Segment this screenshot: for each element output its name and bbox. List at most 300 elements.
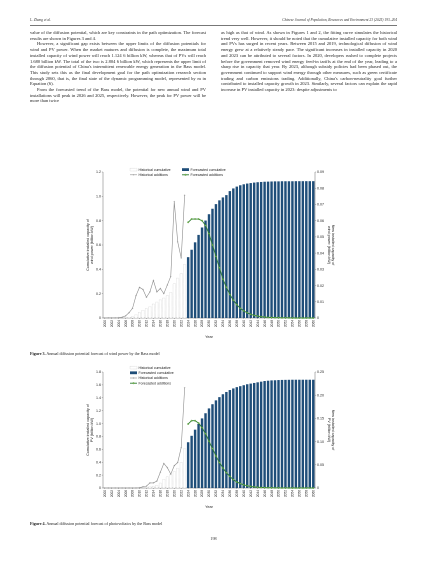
fig4-historical-additions-line (105, 388, 185, 488)
fig3-forecasted-cumulative-bar (298, 181, 300, 318)
fig4-forecasted-cumulative-bar (256, 382, 258, 488)
fig3-x-tick-label: 2042 (248, 320, 253, 328)
fig3-historical-cumulative-bar (159, 300, 161, 318)
fig3-forecasted-additions-point (299, 317, 301, 319)
figure-3-caption (30, 351, 160, 356)
fig3-forecasted-additions-point (240, 308, 242, 310)
fig3-x-tick-label: 2044 (255, 320, 260, 328)
fig3-y-tick-label-right: 0.09 (317, 170, 324, 175)
fig3-legend-label: Forecasted cumulative (190, 167, 226, 172)
fig3-forecasted-additions-point (309, 317, 311, 319)
fig3-x-tick-label: 2006 (123, 320, 128, 328)
fig3-historical-cumulative-bar (166, 296, 168, 318)
fig3-y-axis-title-right-line: wind power (billion kW) (326, 226, 331, 264)
fig4-forecasted-additions-point (240, 483, 242, 485)
fig3-forecasted-cumulative-bar (204, 221, 206, 318)
fig4-historical-additions-point (184, 387, 186, 389)
fig4-y-tick-label-right: 0 (317, 486, 319, 491)
fig4-forecasted-cumulative-bar (222, 394, 224, 488)
fig3-historical-cumulative-bar (163, 298, 165, 318)
fig3-forecasted-additions-point (313, 317, 315, 319)
fig3-forecasted-cumulative-bar (236, 187, 238, 318)
fig3-forecasted-additions-point (233, 299, 235, 301)
fig4-x-tick-label: 2046 (262, 490, 267, 498)
fig4-forecasted-additions-point (243, 484, 245, 486)
fig3-forecasted-additions-point (264, 316, 266, 318)
fig3-x-tick-label: 2036 (228, 320, 233, 328)
fig3-forecasted-cumulative-bar (281, 181, 283, 318)
fig4-forecasted-additions-point (194, 420, 196, 422)
fig4-x-tick-label: 2040 (241, 490, 246, 498)
fig4-y-tick-label-left: 0.4 (96, 460, 101, 465)
fig4-y-tick-label-left: 0.2 (96, 473, 101, 478)
fig3-historical-additions-point (170, 276, 172, 278)
fig3-forecasted-additions-point (236, 304, 238, 306)
fig3-x-tick-label: 2040 (241, 320, 246, 328)
fig3-y-axis-title-left-line: wind power (billion kW) (90, 226, 95, 264)
fig4-forecasted-cumulative-bar (253, 383, 255, 488)
fig4-historical-additions-point (142, 486, 144, 488)
fig3-legend-marker (133, 174, 135, 176)
fig4-forecasted-cumulative-bar (249, 384, 251, 488)
fig3-forecasted-cumulative-bar (211, 209, 213, 318)
fig3-forecasted-additions-point (278, 317, 280, 319)
fig4-forecasted-additions-point (215, 455, 217, 457)
fig3-forecasted-cumulative-bar (302, 181, 304, 318)
fig3-forecasted-cumulative-bar (229, 191, 231, 318)
fig3-historical-additions-point (118, 317, 120, 319)
fig3-y-tick-label-right: 0.04 (317, 251, 324, 256)
fig3-legend-label: Forecasted additions (190, 173, 223, 177)
fig3-forecasted-additions-point (285, 317, 287, 319)
fig4-y-axis-title-right-line: New installed capacity of (331, 409, 335, 451)
body-paragraph: From the forecasted trend of the Bass model, the potential for new annual wind and PV installations will peak in 2026 and 2025, respectively. However, the peak for PV power will be more than twice (30, 87, 206, 104)
fig3-y-tick-label-left: 1.0 (96, 194, 101, 199)
fig3-historical-cumulative-bar (152, 304, 154, 318)
fig4-x-tick-label: 2022 (179, 490, 184, 498)
fig4-y-tick-label-left: 1.6 (96, 383, 101, 388)
fig4-x-tick-label: 2000 (102, 490, 107, 498)
fig3-forecasted-additions-point (205, 225, 207, 227)
fig4-historical-cumulative-bar (180, 463, 182, 488)
fig4-x-tick-label: 2060 (311, 490, 316, 498)
fig3-y-axis-title-left (86, 218, 94, 271)
fig4-y-tick-label-right: 0.15 (317, 416, 324, 421)
fig4-historical-cumulative-bar (183, 449, 185, 488)
fig3-forecasted-cumulative-bar (225, 195, 227, 318)
fig3-forecasted-additions-point (219, 267, 221, 269)
fig3-historical-cumulative-bar (128, 317, 130, 318)
fig4-forecasted-cumulative-bar (208, 408, 210, 488)
figure-3-caption-label: Figure 3. (30, 351, 46, 356)
fig3-forecasted-additions-point (288, 317, 290, 319)
fig4-forecasted-additions-point (198, 422, 200, 424)
fig3-forecasted-cumulative-bar (284, 181, 286, 318)
fig3-historical-cumulative-bar (131, 317, 133, 318)
fig3-y-tick-label-right: 0.02 (317, 283, 324, 288)
running-head-author: L. Zhang et al. (30, 18, 52, 22)
fig4-forecasted-cumulative-bar (302, 380, 304, 488)
fig4-forecasted-additions-point (309, 487, 311, 489)
fig4-forecasted-cumulative-bar (190, 436, 192, 488)
fig4-forecasted-cumulative-bar (236, 387, 238, 488)
fig4-forecasted-additions-point (191, 420, 193, 422)
fig3-forecasted-cumulative-bar (305, 181, 307, 318)
fig4-legend-swatch (130, 371, 137, 374)
fig4-historical-additions-point (118, 487, 120, 489)
fig3-x-tick-label: 2038 (235, 320, 240, 328)
fig4-legend-label: Forecasted cumulative (138, 371, 174, 375)
body-paragraph: as high as that of wind. As shown in Figures 1 and 2, the fitting curve simulates the historical trend very well. However, it should be noted that the cumulative installed capacity for both wind and PVs has surged in recent years. Between 2015 and 2019, technological diffusion of wind energy grew at a relatively steady pace. The significant increases in installed capacity in 2020 and 2023 can be attributed to several factors. In 2020, developers rushed to complete projects before the government removed wind energy feed-in tariffs at the end of the year, leading to a sharp rise in capacity that year. By 2023, although subsidy policies had been phased out, the government continued to support wind energy through other measures, such as green certificate trading and carbon emissions trading. Additionally, China's carbon-neutrality goal further contributed to installed capacity growth in 2023. Similarly, several factors can explain the rapid increase in PV installed capacity in 2023: despite adjustments to (221, 30, 397, 93)
fig4-forecasted-additions-point (306, 487, 308, 489)
running-head-journal: Chinese Journal of Population, Resources and Environment 23 (2025) 193–204 (282, 18, 397, 22)
fig3-y-tick-label-left: 0.4 (96, 267, 101, 272)
fig4-x-tick-label: 2048 (269, 490, 274, 498)
fig4-x-tick-label: 2012 (144, 490, 149, 498)
fig4-historical-additions-point (139, 487, 141, 489)
fig3-legend-label: Historical additions (138, 173, 168, 177)
fig3-historical-additions-point (107, 317, 109, 319)
fig4-x-tick-label: 2030 (207, 490, 212, 498)
fig3-x-tick-label: 2022 (179, 320, 184, 328)
fig4-historical-cumulative-bar (156, 485, 158, 488)
fig3-forecasted-cumulative-bar (253, 183, 255, 318)
fig4-forecasted-additions-point (257, 486, 259, 488)
fig3-forecasted-additions-point (260, 316, 262, 318)
fig4-forecasted-additions-point (264, 487, 266, 489)
fig4-x-tick-label: 2038 (235, 490, 240, 498)
fig4-x-tick-label: 2058 (304, 490, 309, 498)
fig3-forecasted-additions-point (246, 312, 248, 314)
fig4-y-tick-label-left: 0.6 (96, 447, 101, 452)
fig4-y-axis-title-left-line: Cumulative installed capacity of (86, 404, 90, 456)
fig4-forecasted-additions-point (187, 423, 189, 425)
fig3-x-tick-label: 2026 (193, 320, 198, 328)
fig4-forecasted-additions-point (267, 487, 269, 489)
fig3-y-tick-label-right: 0.05 (317, 235, 324, 240)
fig3-x-tick-label: 2050 (276, 320, 281, 328)
fig4-forecasted-cumulative-bar (288, 380, 290, 488)
fig3-forecasted-cumulative-bar (190, 250, 192, 318)
fig3-y-tick-label-right: 0.01 (317, 299, 324, 304)
fig3-y-tick-label-left: 0.8 (96, 218, 101, 223)
fig3-forecasted-cumulative-bar (218, 200, 220, 318)
fig4-forecasted-additions-point (281, 487, 283, 489)
fig3-forecasted-additions-point (306, 317, 308, 319)
fig4-historical-cumulative-bar (152, 486, 154, 488)
fig4-x-tick-label: 2016 (158, 490, 163, 498)
fig3-x-tick-label: 2030 (207, 320, 212, 328)
fig4-x-axis-title: Year (205, 505, 213, 509)
fig3-forecasted-cumulative-bar (312, 181, 314, 318)
fig4-historical-additions-point (160, 471, 162, 473)
fig4-historical-cumulative-bar (159, 483, 161, 488)
fig4-forecasted-additions-point (271, 487, 273, 489)
fig4-historical-additions-point (180, 447, 182, 449)
fig4-y-tick-label-left: 1.0 (96, 421, 101, 426)
fig3-x-tick-label: 2000 (102, 320, 107, 328)
fig3-x-tick-label: 2048 (269, 320, 274, 328)
fig4-forecasted-cumulative-bar (284, 380, 286, 488)
fig3-x-tick-label: 2032 (214, 320, 219, 328)
fig4-x-tick-label: 2018 (165, 490, 170, 498)
fig3-x-tick-label: 2052 (283, 320, 288, 328)
fig3-y-axis-title-right-line: New installed capacity of (331, 224, 335, 266)
fig4-forecasted-additions-point (285, 487, 287, 489)
fig4-x-tick-label: 2002 (109, 490, 114, 498)
fig3-forecasted-cumulative-bar (291, 181, 293, 318)
fig4-forecasted-additions-point (208, 440, 210, 442)
fig3-x-tick-label: 2014 (151, 320, 156, 328)
fig4-forecasted-cumulative-bar (197, 424, 199, 488)
fig4-forecasted-additions-point (246, 485, 248, 487)
fig3-historical-cumulative-bar (142, 310, 144, 318)
figure-3-caption-text: Annual diffusion potential forecast of wind power by the Bass model (45, 351, 160, 356)
fig4-y-axis-title-right-line: PV (billion kW) (326, 417, 331, 443)
fig3-forecasted-additions-point (253, 315, 255, 317)
fig4-forecasted-cumulative-bar (312, 380, 314, 488)
fig3-x-tick-label: 2054 (290, 320, 295, 328)
fig3-forecasted-additions-point (295, 317, 297, 319)
fig3-forecasted-cumulative-bar (263, 182, 265, 318)
fig3-historical-additions-point (173, 201, 175, 203)
fig3-y-tick-label-right: 0.08 (317, 186, 324, 191)
fig3-x-tick-label: 2028 (200, 320, 205, 328)
fig3-forecasted-additions-point (201, 220, 203, 222)
fig3-forecasted-additions-point (198, 218, 200, 220)
fig3-legend-swatch (130, 168, 137, 171)
fig4-y-tick-label-left: 1.2 (96, 408, 101, 413)
fig4-forecasted-additions-point (212, 448, 214, 450)
fig3-y-axis-title-left-line: Cumulative installed capacity of (86, 219, 90, 271)
fig4-x-tick-label: 2004 (116, 490, 121, 498)
fig4-forecasted-additions-point (260, 487, 262, 489)
fig3-y-tick-label-right: 0.06 (317, 218, 324, 223)
fig3-historical-cumulative-bar (173, 284, 175, 318)
figure-4-caption-text: Annual diffusion potential forecast of photovoltaics by the Bass model (45, 521, 163, 526)
fig3-historical-additions-point (121, 316, 123, 318)
fig4-y-tick-label-right: 0.10 (317, 439, 324, 444)
fig4-forecasted-cumulative-bar (239, 386, 241, 488)
fig4-legend-swatch (130, 366, 137, 369)
fig3-historical-cumulative-bar (180, 274, 182, 318)
fig4-y-tick-label-right: 0.20 (317, 393, 324, 398)
fig3-forecasted-cumulative-bar (249, 183, 251, 318)
fig3-x-tick-label: 2034 (221, 320, 226, 328)
fig3-forecasted-additions-point (250, 314, 252, 316)
fig3-forecasted-cumulative-bar (222, 197, 224, 318)
fig3-y-tick-label-left: 1.2 (96, 170, 101, 175)
fig4-y-tick-label-left: 1.8 (96, 370, 101, 375)
fig3-forecasted-additions-point (267, 317, 269, 319)
fig3-historical-additions-point (111, 317, 113, 319)
fig4-historical-additions-point (128, 487, 130, 489)
fig4-historical-additions-point (135, 487, 137, 489)
fig3-x-tick-label: 2012 (144, 320, 149, 328)
fig3-legend-swatch (182, 168, 189, 171)
fig3-y-tick-label-left: 0.2 (96, 291, 101, 296)
fig4-forecasted-cumulative-bar (274, 380, 276, 488)
fig4-forecasted-additions-point (233, 479, 235, 481)
fig3-historical-cumulative-bar (135, 315, 137, 318)
fig3-forecasted-cumulative-bar (277, 181, 279, 318)
fig4-y-axis-title-right (327, 410, 335, 452)
fig3-x-tick-label: 2002 (109, 320, 114, 328)
fig4-x-tick-label: 2010 (137, 490, 142, 498)
fig4-historical-additions-point (107, 487, 109, 489)
fig4-forecasted-additions-point (205, 433, 207, 435)
fig4-legend-label: Forecasted additions (138, 381, 171, 386)
fig4-y-axis-title-left-line: PV (billion kW) (90, 417, 95, 443)
fig3-historical-cumulative-bar (170, 292, 172, 318)
fig4-historical-additions-point (111, 487, 113, 489)
fig4-forecasted-cumulative-bar (263, 381, 265, 488)
fig3-x-tick-label: 2010 (137, 320, 142, 328)
fig4-legend-label: Historical additions (138, 376, 168, 381)
fig3-forecasted-additions-point (292, 317, 294, 319)
fig4-y-tick-label-left: 1.4 (96, 395, 101, 400)
fig3-y-tick-label-left: 0 (99, 316, 101, 321)
fig4-historical-additions-point (121, 487, 123, 489)
fig4-x-tick-label: 2036 (228, 490, 233, 498)
fig4-x-tick-label: 2006 (123, 490, 128, 498)
fig3-forecasted-cumulative-bar (270, 181, 272, 318)
fig4-forecasted-additions-point (288, 487, 290, 489)
fig3-forecasted-additions-point (187, 222, 189, 224)
fig4-forecasted-cumulative-bar (309, 380, 311, 488)
fig4-forecasted-cumulative-bar (194, 430, 196, 488)
fig3-forecasted-cumulative-bar (187, 257, 189, 318)
fig4-historical-additions-point (104, 487, 106, 489)
fig3-x-tick-label: 2004 (116, 320, 121, 328)
fig4-forecasted-additions-point (236, 481, 238, 483)
fig4-historical-cumulative-bar (170, 475, 172, 488)
fig3-forecasted-cumulative-bar (243, 184, 245, 318)
fig3-historical-additions-point (184, 194, 186, 196)
fig4-historical-additions-point (125, 487, 127, 489)
fig4-x-tick-label: 2056 (297, 490, 302, 498)
fig4-forecasted-additions-point (295, 487, 297, 489)
fig4-forecasted-cumulative-bar (305, 380, 307, 488)
fig4-y-tick-label-right: 0.05 (317, 463, 324, 467)
fig3-forecasted-cumulative-bar (295, 181, 297, 318)
fig3-forecasted-additions-point (208, 233, 210, 235)
fig3-y-tick-label-right: 0.07 (317, 202, 324, 207)
fig3-historical-additions-line (105, 195, 185, 318)
fig3-x-tick-label: 2020 (172, 320, 177, 328)
fig3-forecasted-cumulative-bar (239, 185, 241, 318)
fig4-forecasted-cumulative-bar (277, 380, 279, 488)
fig3-y-axis-title-right (327, 225, 335, 267)
fig4-forecasted-additions-point (278, 487, 280, 489)
fig3-legend-marker (185, 174, 187, 176)
fig4-historical-cumulative-bar (149, 487, 151, 488)
figure-4-caption-label: Figure 4. (30, 521, 46, 526)
fig4-x-tick-label: 2044 (255, 490, 260, 498)
fig4-legend-marker (133, 377, 135, 379)
fig3-forecasted-cumulative-bar (267, 182, 269, 318)
fig3-y-tick-label-left: 0.6 (96, 243, 101, 248)
fig3-historical-cumulative-bar (149, 307, 151, 318)
fig3-y-tick-label-right: 0.03 (317, 267, 324, 272)
fig4-y-axis-title-left (86, 403, 94, 456)
fig3-forecasted-additions-point (302, 317, 304, 319)
fig3-forecasted-cumulative-bar (260, 182, 262, 318)
fig4-historical-additions-point (114, 487, 116, 489)
fig4-x-tick-label: 2024 (186, 490, 191, 498)
fig3-historical-additions-point (180, 257, 182, 259)
fig4-historical-additions-point (132, 487, 134, 489)
body-paragraph: value of the diffusion potential, which are key constraints in the path optimization. The forecast results are shown in Figures 3 and 4. (30, 30, 206, 41)
fig3-x-tick-label: 2008 (130, 320, 135, 328)
fig4-forecasted-cumulative-bar (260, 382, 262, 488)
fig4-x-tick-label: 2050 (276, 490, 281, 498)
fig4-forecasted-cumulative-bar (243, 385, 245, 488)
fig3-x-tick-label: 2016 (158, 320, 163, 328)
fig3-x-tick-label: 2024 (186, 320, 191, 328)
fig4-x-tick-label: 2008 (130, 490, 135, 498)
fig4-forecasted-additions-point (250, 486, 252, 488)
fig4-forecasted-additions-point (292, 487, 294, 489)
fig4-forecasted-additions-point (226, 472, 228, 474)
fig3-x-tick-label: 2046 (262, 320, 267, 328)
fig3-forecasted-additions-point (271, 317, 273, 319)
fig3-y-tick-label-right: 0 (317, 316, 319, 321)
fig3-historical-cumulative-bar (156, 302, 158, 318)
fig3-forecasted-additions-point (215, 256, 217, 258)
fig3-forecasted-additions-point (212, 244, 214, 246)
fig3-forecasted-cumulative-bar (208, 214, 210, 318)
fig3-forecasted-cumulative-bar (256, 182, 258, 318)
fig4-forecasted-additions-point (219, 462, 221, 464)
fig3-forecasted-cumulative-bar (215, 204, 217, 318)
fig4-forecasted-additions-point (222, 467, 224, 469)
fig4-forecasted-cumulative-bar (298, 380, 300, 488)
fig3-historical-cumulative-bar (145, 309, 147, 318)
fig3-forecasted-additions-point (229, 294, 231, 296)
fig4-x-tick-label: 2052 (283, 490, 288, 498)
fig3-forecasted-cumulative-bar (288, 181, 290, 318)
fig3-forecasted-cumulative-bar (197, 235, 199, 318)
fig4-x-tick-label: 2026 (193, 490, 198, 498)
fig4-forecasted-cumulative-bar (187, 442, 189, 488)
fig3-historical-additions-point (114, 317, 116, 319)
fig3-historical-cumulative-bar (183, 264, 185, 318)
body-paragraph: However, a significant gap exists between the upper limits of the diffusion potentials for wind and PV power. When the market matures and diffusion is complete, the maximum total installed capacity of wind power will reach 1.124 6 billion kW, whereas that of PVs will reach 1.680 billion kW. The total of the two is 2.804 6 billion kW, which represents the upper limit of the diffusion potential of China's intermittent renewable energy generation in the Bass model. This study sets this as the final development goal for the path optimization research section through 2060, that is, the final state of the dynamic programming model, represented by m in Equation (6). (30, 41, 206, 87)
fig4-forecasted-additions-point (299, 487, 301, 489)
fig3-historical-additions-point (166, 284, 168, 286)
fig4-forecasted-cumulative-bar (232, 388, 234, 488)
fig3-historical-cumulative-bar (177, 278, 179, 318)
fig3-x-axis-title: Year (205, 335, 213, 339)
fig3-x-tick-label: 2060 (311, 320, 316, 328)
fig3-forecasted-additions-point (222, 278, 224, 280)
fig3-forecasted-additions-point (243, 310, 245, 312)
fig3-x-tick-label: 2058 (304, 320, 309, 328)
fig3-x-tick-label: 2056 (297, 320, 302, 328)
fig3-historical-additions-point (104, 317, 106, 319)
fig4-forecasted-cumulative-bar (246, 384, 248, 488)
fig4-forecasted-additions-point (253, 486, 255, 488)
fig4-forecasted-cumulative-bar (270, 380, 272, 488)
fig4-x-tick-label: 2042 (248, 490, 253, 498)
fig3-forecasted-additions-point (191, 218, 193, 220)
fig4-x-tick-label: 2028 (200, 490, 205, 498)
fig3-forecasted-additions-point (257, 315, 259, 317)
fig4-x-tick-label: 2034 (221, 490, 226, 498)
fig4-legend-marker (133, 382, 135, 384)
fig4-y-tick-label-left: 0 (99, 486, 101, 491)
